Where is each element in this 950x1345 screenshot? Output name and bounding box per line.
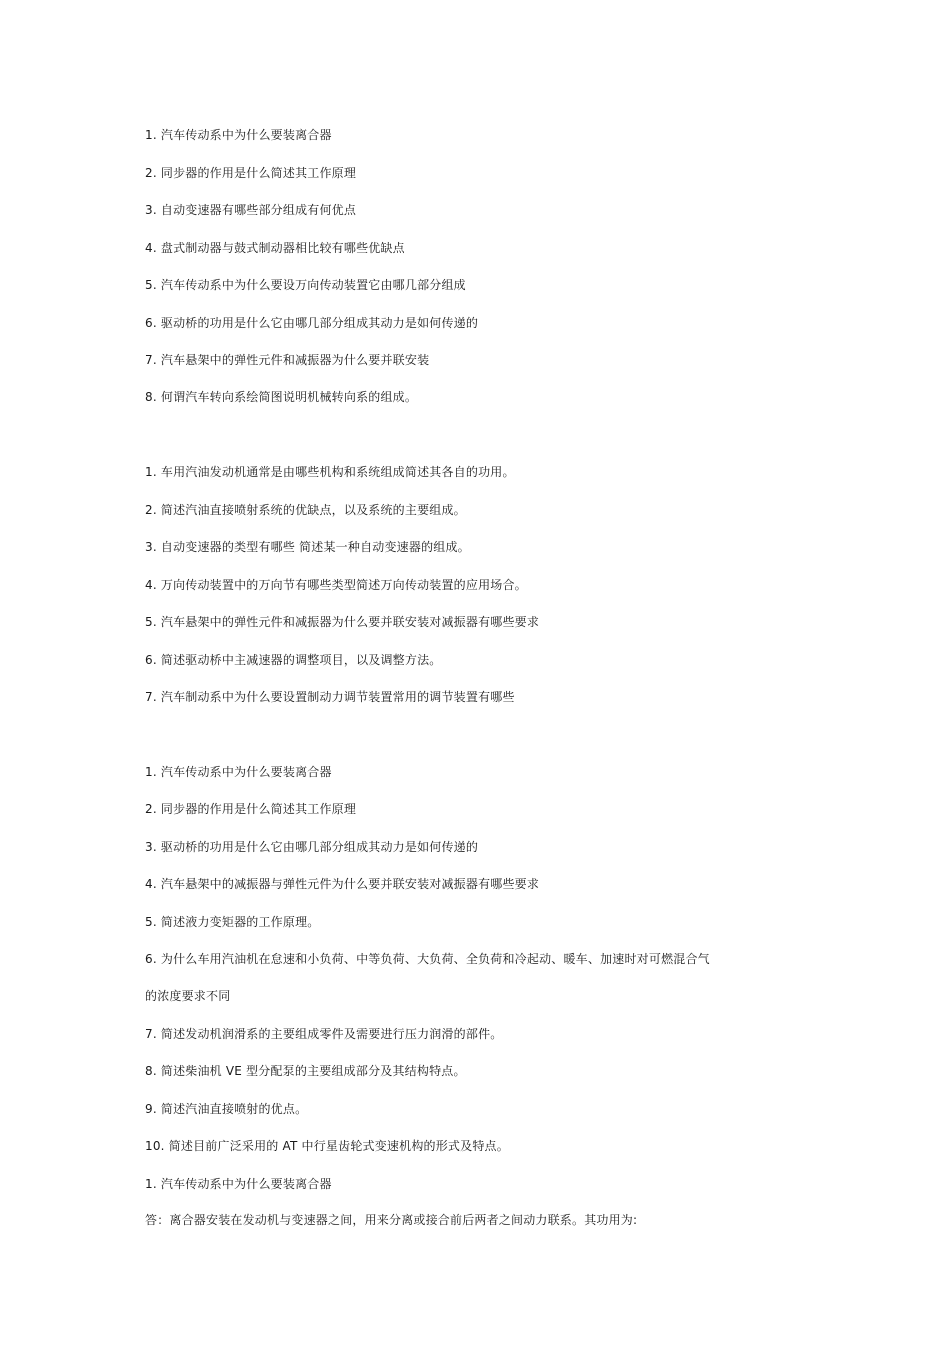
- question-line-continuation: 的浓度要求不同: [145, 989, 231, 1003]
- question-line: 3. 自动变速器有哪些部分组成有何优点: [145, 203, 357, 217]
- question-line: 7. 汽车悬架中的弹性元件和减振器为什么要并联安装: [145, 353, 430, 367]
- question-line: 3. 自动变速器的类型有哪些 简述某一种自动变速器的组成。: [145, 540, 470, 554]
- question-line: 5. 汽车悬架中的弹性元件和减振器为什么要并联安装对减振器有哪些要求: [145, 615, 540, 629]
- question-line: 4. 万向传动装置中的万向节有哪些类型简述万向传动装置的应用场合。: [145, 578, 527, 592]
- question-line: 8. 简述柴油机 VE 型分配泵的主要组成部分及其结构特点。: [145, 1064, 466, 1078]
- question-line: 5. 汽车传动系中为什么要设万向传动装置它由哪几部分组成: [145, 278, 466, 292]
- answer-line: 答：离合器安装在发动机与变速器之间，用来分离或接合前后两者之间动力联系。其功用为:: [145, 1213, 638, 1227]
- question-line: 6. 为什么车用汽油机在怠速和小负荷、中等负荷、大负荷、全负荷和冷起动、暖车、加速时对可燃混合气: [145, 952, 710, 966]
- question-line: 1. 汽车传动系中为什么要装离合器: [145, 765, 332, 779]
- question-line: 2. 同步器的作用是什么简述其工作原理: [145, 166, 357, 180]
- question-line: 9. 简述汽油直接喷射的优点。: [145, 1102, 308, 1116]
- question-line: 4. 汽车悬架中的减振器与弹性元件为什么要并联安装对减振器有哪些要求: [145, 877, 540, 891]
- question-line: 3. 驱动桥的功用是什么它由哪几部分组成其动力是如何传递的: [145, 840, 479, 854]
- question-line: 6. 简述驱动桥中主减速器的调整项目，以及调整方法。: [145, 653, 442, 667]
- question-line: 2. 简述汽油直接喷射系统的优缺点，以及系统的主要组成。: [145, 503, 466, 517]
- question-line: 4. 盘式制动器与鼓式制动器相比较有哪些优缺点: [145, 241, 405, 255]
- question-line: 1. 汽车传动系中为什么要装离合器: [145, 128, 332, 142]
- question-line: 10. 简述目前广泛采用的 AT 中行星齿轮式变速机构的形式及特点。: [145, 1139, 509, 1153]
- question-line: 6. 驱动桥的功用是什么它由哪几部分组成其动力是如何传递的: [145, 316, 479, 330]
- question-line: 7. 汽车制动系中为什么要设置制动力调节装置常用的调节装置有哪些: [145, 690, 515, 704]
- question-line: 1. 汽车传动系中为什么要装离合器: [145, 1177, 332, 1191]
- question-line: 8. 何谓汽车转向系绘简图说明机械转向系的组成。: [145, 390, 418, 404]
- question-line: 7. 简述发动机润滑系的主要组成零件及需要进行压力润滑的部件。: [145, 1027, 503, 1041]
- question-line: 1. 车用汽油发动机通常是由哪些机构和系统组成简述其各自的功用。: [145, 465, 515, 479]
- question-line: 2. 同步器的作用是什么简述其工作原理: [145, 802, 357, 816]
- question-line: 5. 简述液力变矩器的工作原理。: [145, 915, 320, 929]
